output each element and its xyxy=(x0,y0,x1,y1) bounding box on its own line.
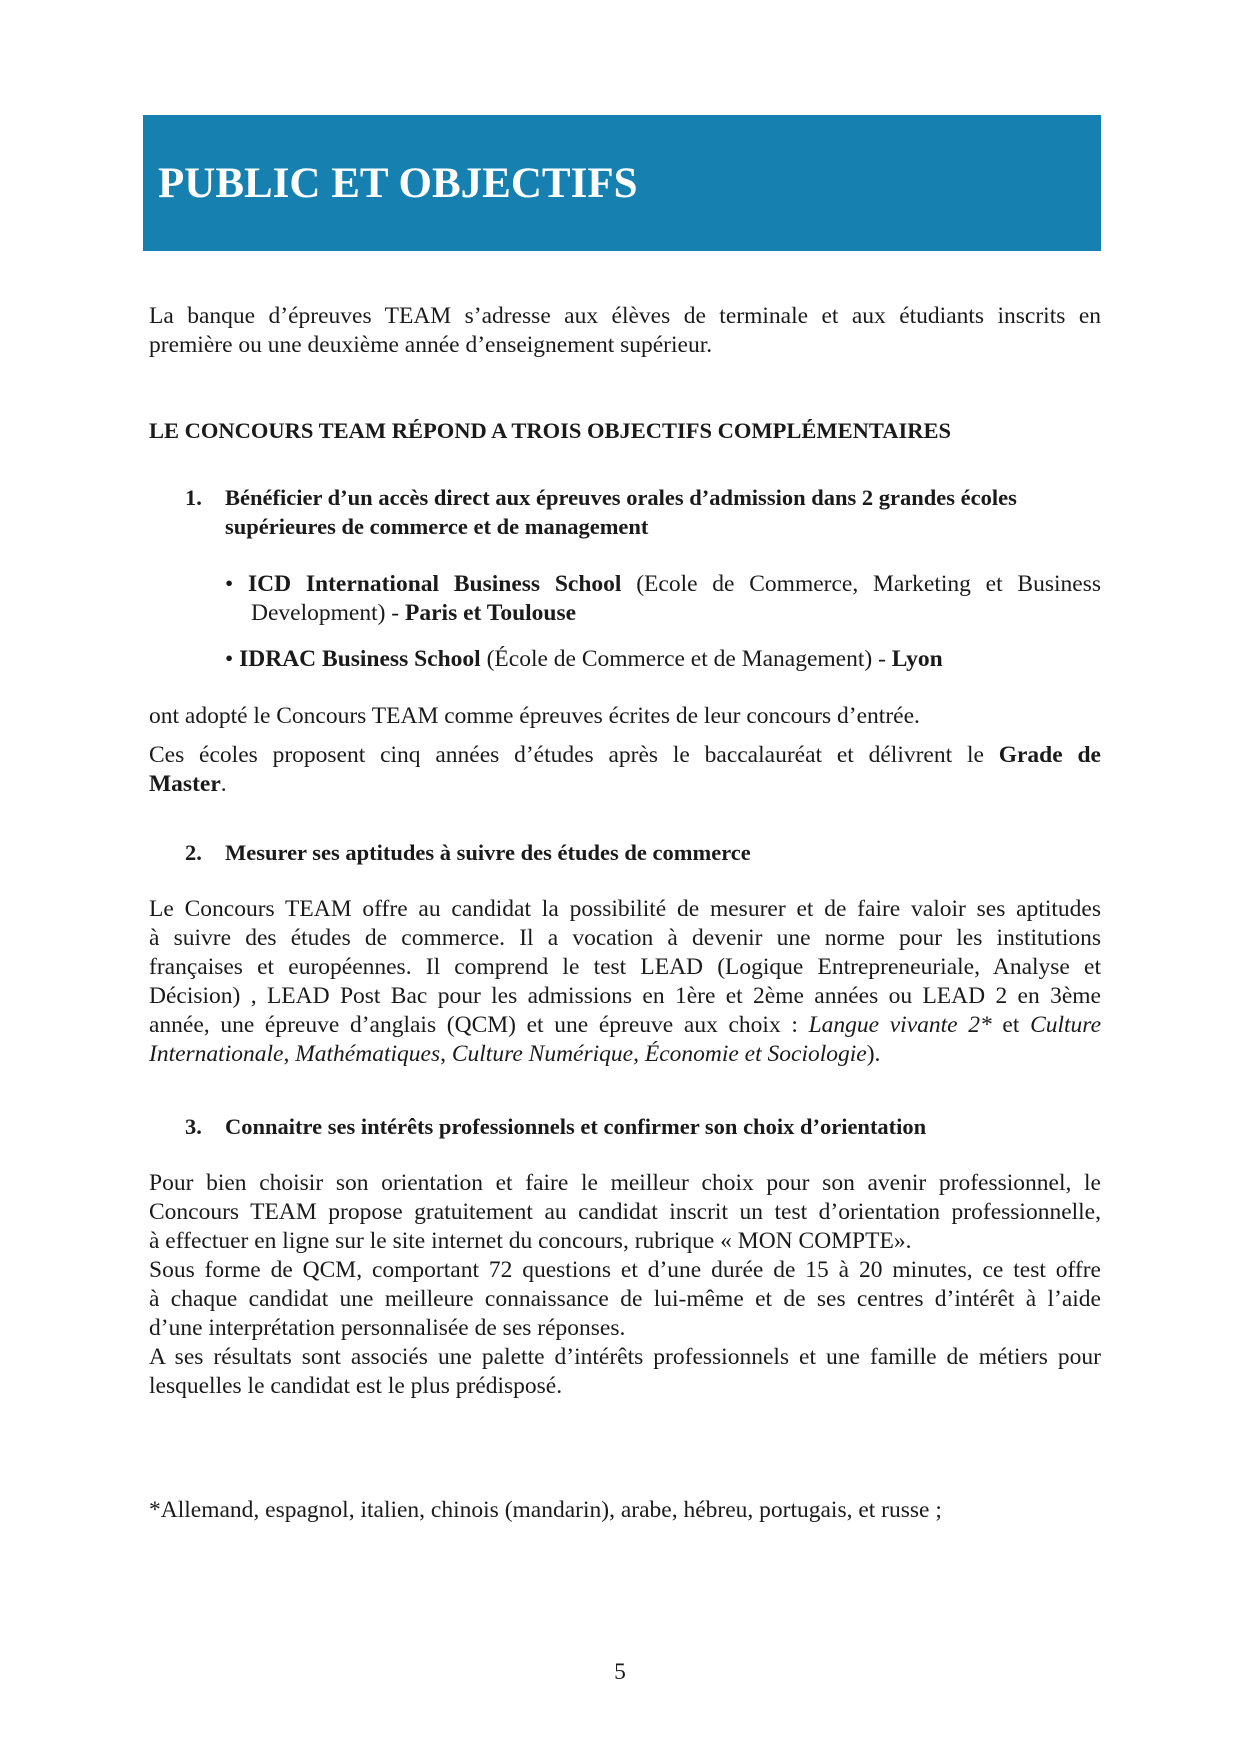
intro-line-1: La banque d’épreuves TEAM s’adresse aux élèves de terminale et aux étudiants inscrits en xyxy=(149,303,1101,329)
school-city: Lyon xyxy=(891,646,943,672)
obj2-language-option: Langue vivante 2* xyxy=(808,1012,992,1038)
school-name: ICD International Business School xyxy=(248,571,622,597)
obj2-line-3: françaises et européennes. Il comprend le test LEAD (Logique Entrepreneuriale, Analyse et xyxy=(149,954,1101,980)
obj2-comma-2: , xyxy=(440,1041,446,1067)
obj3-line-7: A ses résultats sont associés une palette d’intérêts professionnels et une famille de métiers pour xyxy=(149,1344,1101,1370)
adopted-text: ont adopté le Concours TEAM comme épreuves écrites de leur concours d’entrée. xyxy=(149,703,920,729)
footnote: *Allemand, espagnol, italien, chinois (mandarin), arabe, hébreu, portugais, et russe ; xyxy=(149,1497,942,1523)
school-item-idrac xyxy=(225,645,1101,674)
obj3-line-8: lesquelles le candidat est le plus prédisposé. xyxy=(149,1373,563,1399)
obj2-line-2: à suivre des études de commerce. Il a vocation à devenir une norme pour les institutions xyxy=(149,925,1101,951)
section-title: PUBLIC ET OBJECTIFS xyxy=(158,160,638,207)
school-description: (École de Commerce et de Management) - xyxy=(486,646,886,672)
objective-2-number: 2. xyxy=(185,840,202,865)
master-line-1 xyxy=(149,741,1101,770)
obj3-line-1: Pour bien choisir son orientation et faire le meilleur choix pour son avenir professionnel, le xyxy=(149,1170,1101,1196)
obj2-culture-option: Culture xyxy=(1030,1012,1101,1038)
obj2-internationale: Internationale xyxy=(149,1041,284,1067)
objective-1-number: 1. xyxy=(185,485,202,510)
obj3-line-4: Sous forme de QCM, comportant 72 questions et d’une durée de 15 à 20 minutes, ce test offre xyxy=(149,1257,1101,1283)
objective-3-title: Connaitre ses intérêts professionnels et confirmer son choix d’orientation xyxy=(225,1114,927,1139)
master-end: . xyxy=(220,771,227,797)
master-line-2 xyxy=(149,770,1101,799)
obj3-line-2: Concours TEAM propose gratuitement au candidat inscrit un test d’orientation professionnelle, xyxy=(149,1199,1101,1225)
bullet-icon: • xyxy=(225,646,234,672)
objective-1-title-line-1: Bénéficier d’un accès direct aux épreuves orales d’admission dans 2 grandes écoles xyxy=(225,485,1017,510)
master-degree: Master xyxy=(149,771,221,797)
obj2-line-4: Décision) , LEAD Post Bac pour les admissions en 1ère et 2ème années ou LEAD 2 en 3ème xyxy=(149,983,1101,1009)
school-description-cont: Development) - xyxy=(251,600,400,626)
obj2-comma-1: , xyxy=(283,1041,290,1067)
obj2-line-6 xyxy=(149,1040,1101,1069)
obj3-line-6: d’une interprétation personnalisée de ses réponses. xyxy=(149,1315,626,1341)
school-item-icd xyxy=(225,570,1101,628)
objective-1-title-line-2: supérieures de commerce et de management xyxy=(225,514,649,539)
obj2-maths-option: Mathématiques xyxy=(295,1041,441,1067)
school-description: (Ecole de Commerce, Marketing et Business xyxy=(636,571,1101,597)
objective-3-number: 3. xyxy=(185,1114,202,1139)
school-name: IDRAC Business School xyxy=(239,646,481,672)
obj3-line-5: à chaque candidat une meilleure connaissance de lui-même et de ses centres d’intérêt à l’aide xyxy=(149,1286,1101,1312)
school-city: Paris et Toulouse xyxy=(405,600,577,626)
obj2-conjunction: et xyxy=(1002,1012,1020,1038)
page-number: 5 xyxy=(614,1659,626,1685)
objectives-heading: LE CONCOURS TEAM RÉPOND A TROIS OBJECTIFS COMPLÉMENTAIRES xyxy=(149,418,952,443)
obj2-line-5 xyxy=(149,1011,1101,1040)
intro-line-2: première ou une deuxième année d’enseignement supérieur. xyxy=(149,332,713,358)
obj2-line-5-text: année, une épreuve d’anglais (QCM) et une épreuve aux choix : xyxy=(149,1012,798,1038)
obj2-line-1: Le Concours TEAM offre au candidat la possibilité de mesurer et de faire valoir ses aptitudes xyxy=(149,896,1101,922)
obj2-close: ). xyxy=(866,1041,881,1067)
obj3-line-3: à effectuer en ligne sur le site internet du concours, rubrique « MON COMPTE». xyxy=(149,1228,912,1254)
master-grade: Grade de xyxy=(998,742,1101,768)
master-text: Ces écoles proposent cinq années d’études après le baccalauréat et délivrent le xyxy=(149,742,984,768)
objective-2-title: Mesurer ses aptitudes à suivre des études de commerce xyxy=(225,840,751,865)
bullet-icon: • xyxy=(225,571,234,597)
obj2-numeric-option: Culture Numérique, Économie et Sociologie xyxy=(451,1041,867,1067)
